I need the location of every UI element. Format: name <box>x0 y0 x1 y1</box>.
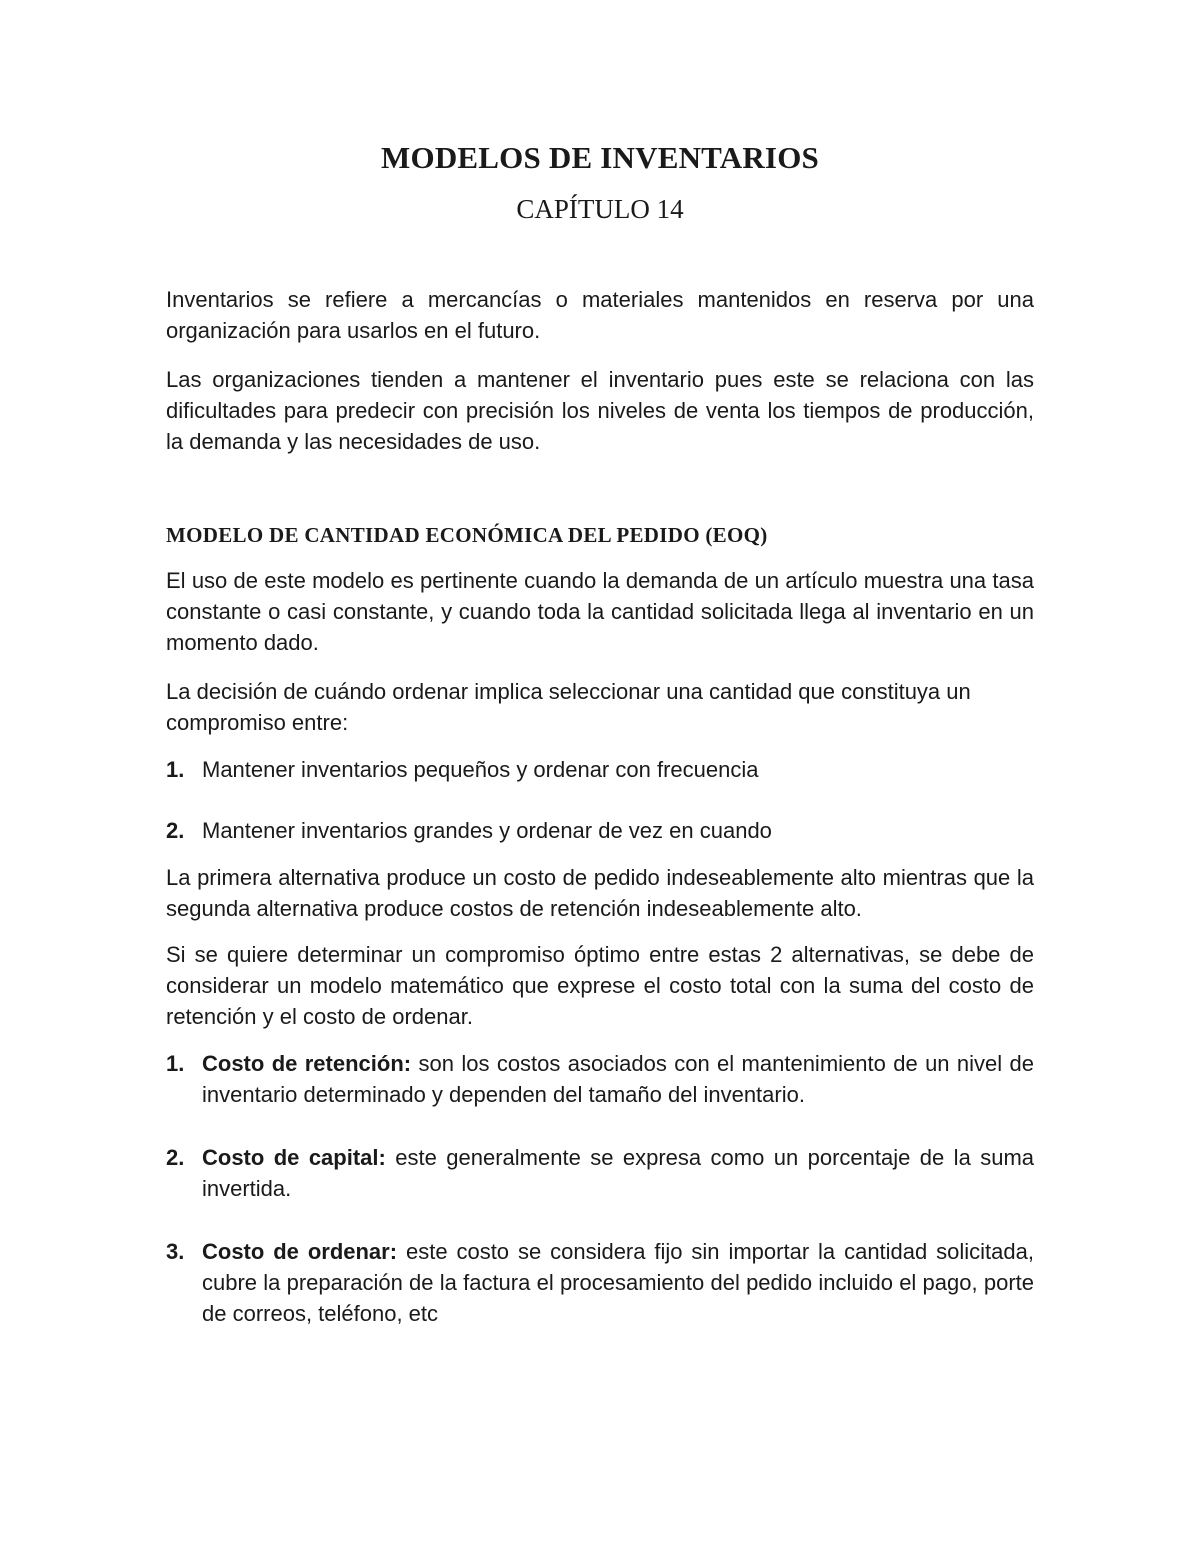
list-item-text: Mantener inventarios grandes y ordenar de vez en cuando <box>202 818 772 843</box>
chapter-subtitle: CAPÍTULO 14 <box>516 194 684 224</box>
cost-description: este generalmente se expresa como un porcentaje de la suma invertida. <box>202 1145 1035 1201</box>
section-paragraph-1: El uso de este modelo es pertinente cuando la demanda de un artículo muestra una tasa constante o casi constante, y cuando toda la cantidad solicitada llega al inventario en un momento dado. <box>166 568 1034 655</box>
cost-term: Costo de ordenar: <box>202 1239 398 1264</box>
list-item-body <box>202 1142 1034 1204</box>
cost-term: Costo de capital: <box>202 1145 386 1170</box>
list-item-body <box>202 1048 1034 1110</box>
cost-description: este costo se considera fijo sin importar la cantidad solicitada, cubre la preparación de la factura el procesamiento del pedido incluido el pago, porte de correos, teléfono, etc <box>202 1239 1034 1326</box>
list-number: 1. <box>166 757 185 782</box>
list-number: 3. <box>166 1239 185 1264</box>
document-title: MODELOS DE INVENTARIOS <box>381 140 819 175</box>
intro-paragraph-1: Inventarios se refiere a mercancías o materiales mantenidos en reserva por una organización para usarlos en el futuro. <box>166 287 1034 343</box>
cost-description: son los costos asociados con el mantenimiento de un nivel de inventario determinado y dependen del tamaño del inventario. <box>202 1051 1035 1107</box>
list-item-text: Mantener inventarios pequeños y ordenar con frecuencia <box>202 757 759 782</box>
list-item-body <box>202 1236 1034 1329</box>
section-heading: MODELO DE CANTIDAD ECONÓMICA DEL PEDIDO (EOQ) <box>166 523 768 547</box>
section-paragraph-2: La decisión de cuándo ordenar implica seleccionar una cantidad que constituya un compromiso entre: <box>166 679 971 735</box>
list-number: 1. <box>166 1051 185 1076</box>
cost-term: Costo de retención: <box>202 1051 412 1076</box>
section-paragraph-4: Si se quiere determinar un compromiso óptimo entre estas 2 alternativas, se debe de considerar un modelo matemático que exprese el costo total con la suma del costo de retención y el costo de ordenar. <box>166 942 1034 1029</box>
list-number: 2. <box>166 1145 185 1170</box>
intro-paragraph-2: Las organizaciones tienden a mantener el inventario pues este se relaciona con las dificultades para predecir con precisión los niveles de venta los tiempos de producción, la demanda y las necesidades de uso. <box>166 367 1034 454</box>
section-paragraph-3: La primera alternativa produce un costo de pedido indeseablemente alto mientras que la segunda alternativa produce costos de retención indeseablemente alto. <box>166 865 1034 921</box>
list-number: 2. <box>166 818 185 843</box>
